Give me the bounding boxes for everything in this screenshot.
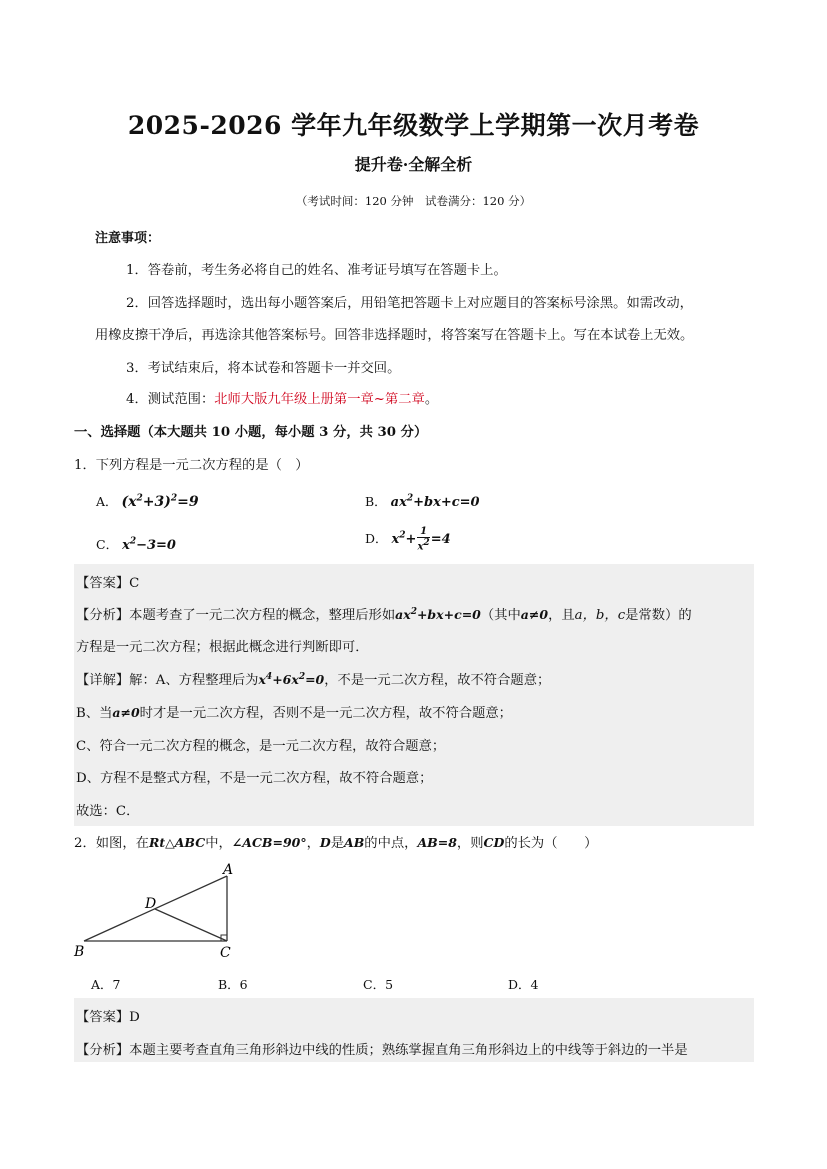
q2-stem-angle: ∠ACB=90° <box>231 835 307 850</box>
q2-option-c: C．5 <box>363 977 394 992</box>
q1-option-b-formula: $ax^2+bx+c=0$ <box>390 493 480 510</box>
q1-detail-suffix: ，不是一元二次方程，故不符合题意； <box>324 673 551 688</box>
test-range: 北师大版九年级上册第一章~第二章 <box>214 392 425 407</box>
label-a: A <box>223 862 234 878</box>
q1-option-d-formula: $x^2+$ $\frac{1}{x^2}$ =4 <box>391 526 451 553</box>
page-subtitle: 提升卷·全解全析 <box>354 155 473 174</box>
q1-option-d <box>365 527 451 552</box>
q2-option-a: A．7 <box>91 977 121 992</box>
exam-info: （考试时间：120 分钟 试卷满分：120 分） <box>295 194 532 208</box>
q1-answer: 【答案】C <box>76 576 140 591</box>
q2-stem-ab-length: AB=8 <box>417 835 457 850</box>
q2-stem-point-d: D <box>319 835 331 850</box>
q1-analysis-mid-2: ，且 <box>548 608 575 623</box>
q2-stem-mid-5: ，则 <box>456 836 484 851</box>
label-b: B <box>74 944 85 960</box>
q2-stem-triangle: Rt△ABC <box>148 835 206 850</box>
q1-option-d-label: D． <box>365 531 388 547</box>
q2-stem <box>74 832 597 851</box>
q2-option-b: B．6 <box>218 977 248 992</box>
q1-detail-d: D、方程不是整式方程，不是一元二次方程，故不符合题意； <box>76 771 433 786</box>
q1-analysis-formula: $ax^2+bx+c=0$ <box>395 606 481 622</box>
q2-answer: 【答案】D <box>76 1010 140 1025</box>
q2-stem-segment-ab: AB <box>344 835 365 850</box>
section-title: 一、选择题（本大题共 10 小题，每小题 3 分，共 30 分） <box>74 425 428 440</box>
notice-item-3: 3．考试结束后，将本试卷和答题卡一并交回。 <box>126 361 401 376</box>
q1-analysis-vars: a，b，c <box>574 608 626 623</box>
q1-detail-b-prefix: B、当 <box>76 706 113 721</box>
q1-detail-formula: $x^4+6x^2=0$ <box>258 671 325 687</box>
q2-stem-mid-2: ， <box>306 836 320 851</box>
q1-analysis-mid-3: 是常数）的 <box>625 608 692 623</box>
notice-item-2-line-1: 2．回答选择题时，选出每小题答案后，用铅笔把答题卡上对应题目的答案标号涂黑。如需改动， <box>126 296 693 311</box>
q2-triangle-figure <box>70 858 250 966</box>
label-d: D <box>145 896 157 912</box>
q1-option-c-formula: $x^2-3=0$ <box>122 536 176 553</box>
q2-stem-segment-cd: CD <box>483 835 505 850</box>
q1-detail-b <box>76 702 512 721</box>
q1-analysis-condition: a≠0 <box>520 607 549 622</box>
q1-choose: 故选：C． <box>76 804 140 819</box>
q1-analysis-line-2: 方程是一元二次方程；根据此概念进行判断即可． <box>76 640 369 655</box>
notice-title: 注意事项： <box>95 231 161 246</box>
q1-option-b-label: B． <box>365 494 387 509</box>
notice-item-4-prefix: 4．测试范围： <box>126 392 215 407</box>
q2-stem-mid-3: 是 <box>330 836 345 851</box>
q1-option-c <box>96 535 176 553</box>
q1-detail-b-condition: a≠0 <box>112 705 140 720</box>
q1-analysis-prefix: 【分析】本题考查了一元二次方程的概念，整理后形如 <box>76 608 396 623</box>
notice-item-2-line-2: 用橡皮擦干净后，再选涂其他答案标号。回答非选择题时，将答案写在答题卡上。写在本试卷上无效。 <box>95 328 694 343</box>
q1-option-a <box>96 492 199 510</box>
notice-item-1: 1．答卷前，考生务必将自己的姓名、准考证号填写在答题卡上。 <box>126 263 507 278</box>
q1-option-a-label: A． <box>96 494 118 509</box>
q2-stem-mid-1: 中， <box>205 836 232 851</box>
segment-cd <box>155 909 227 941</box>
q1-option-b <box>365 492 480 510</box>
q1-analysis-mid-1: （其中 <box>480 608 521 623</box>
q1-stem: 1．下列方程是一元二次方程的是（ ） <box>74 458 309 473</box>
q1-option-a-formula: $(x^2+3)^2=9$ <box>121 493 199 510</box>
q1-detail-a <box>76 669 550 688</box>
q2-option-d: D．4 <box>508 977 539 992</box>
notice-item-4-suffix: 。 <box>424 392 439 407</box>
q2-stem-mid-4: 的中点， <box>364 836 418 851</box>
q2-stem-prefix: 2．如图，在 <box>74 836 149 851</box>
q1-option-c-label: C． <box>96 537 119 552</box>
q1-detail-prefix: 【详解】解：A、方程整理后为 <box>76 673 259 688</box>
q1-detail-b-suffix: 时才是一元二次方程，否则不是一元二次方程，故不符合题意； <box>139 706 512 721</box>
page-title: 2025-2026 学年九年级数学上学期第一次月考卷 <box>127 111 700 140</box>
q1-detail-c: C、符合一元二次方程的概念，是一元二次方程，故符合题意； <box>76 739 446 754</box>
label-c: C <box>220 945 231 961</box>
notice-item-4 <box>126 388 438 407</box>
q1-analysis-line-1 <box>76 604 692 623</box>
q2-stem-suffix: 的长为（ ） <box>504 836 598 851</box>
q2-analysis: 【分析】本题主要考查直角三角形斜边中线的性质；熟练掌握直角三角形斜边上的中线等于斜边的一半是 <box>76 1043 688 1058</box>
